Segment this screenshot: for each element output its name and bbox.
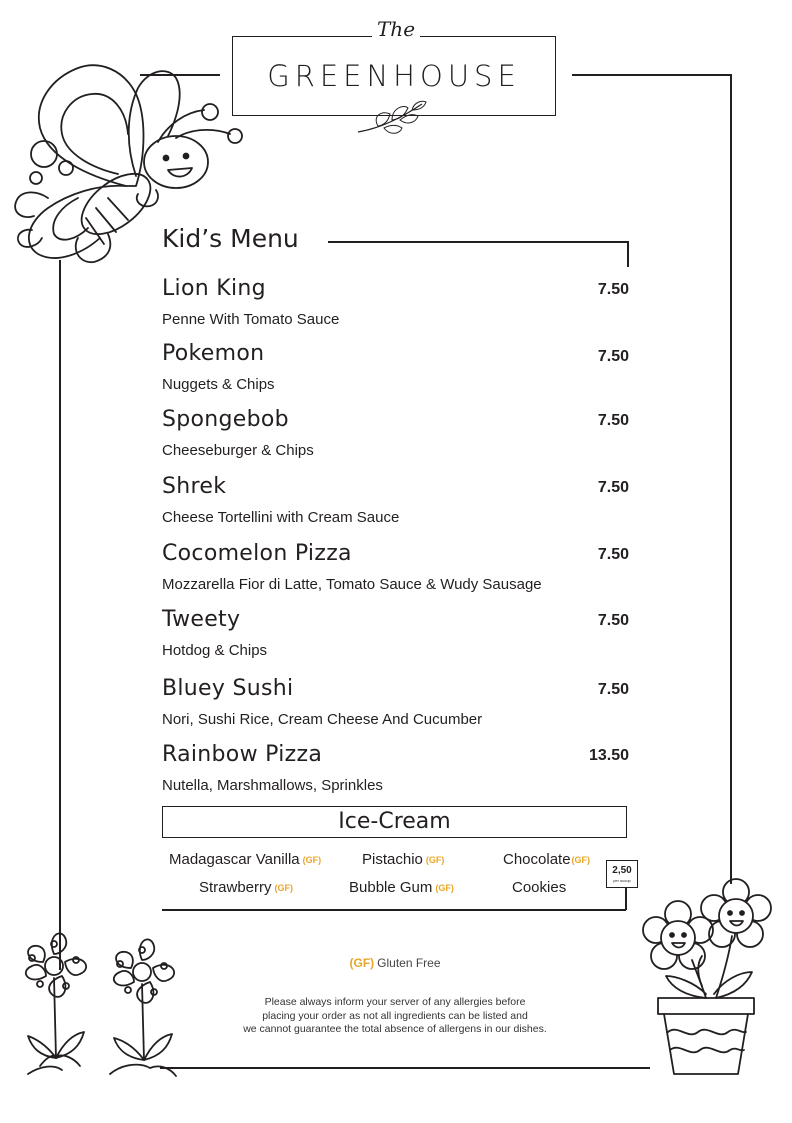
flavor-item <box>362 850 444 870</box>
flavor-name: Strawberry <box>199 879 272 896</box>
allergy-line: Please always inform your server of any allergies before <box>264 996 526 1008</box>
item-price: 13.50 <box>588 747 629 764</box>
leaf-sprig-icon <box>356 98 436 138</box>
item-price: 7.50 <box>597 546 629 563</box>
item-description: Hotdog & Chips <box>162 642 268 659</box>
gf-legend-code: (GF) <box>349 956 375 970</box>
item-price: 7.50 <box>597 479 629 496</box>
ice-cream-price-unit: per scoop <box>613 878 631 883</box>
allergy-line: we cannot guarantee the total absence of allergens in our dishes. <box>243 1023 547 1035</box>
frame-right <box>730 74 732 884</box>
item-description: Cheese Tortellini with Cream Sauce <box>162 509 400 526</box>
item-description: Cheeseburger & Chips <box>162 442 314 459</box>
item-name: Spongebob <box>162 407 289 432</box>
flavor-name: Chocolate <box>503 851 571 868</box>
gf-legend <box>300 954 490 972</box>
item-name: Pokemon <box>162 341 265 366</box>
item-name: Lion King <box>162 276 266 301</box>
item-description: Nuggets & Chips <box>162 376 275 393</box>
flavor-name: Madagascar Vanilla <box>169 851 300 868</box>
item-name: Cocomelon Pizza <box>162 541 352 566</box>
flavor-item <box>199 878 293 898</box>
section-title: Kid’s Menu <box>162 224 299 253</box>
gf-tag: (GF) <box>302 855 322 865</box>
allergy-line: placing your order as not all ingredients can be listed and <box>262 1009 528 1022</box>
item-name: Bluey Sushi <box>162 676 294 701</box>
gf-tag: (GF) <box>274 883 294 893</box>
item-price: 7.50 <box>597 281 629 298</box>
item-description: Nori, Sushi Rice, Cream Cheese And Cucumber <box>162 711 483 728</box>
gf-tag: (GF) <box>435 883 454 893</box>
item-name: Rainbow Pizza <box>162 742 323 767</box>
ice-cream-header <box>162 806 627 838</box>
title-divider-drop <box>627 241 629 267</box>
ice-cream-title: Ice-Cream <box>338 809 451 834</box>
flavor-name: Pistachio <box>362 851 423 868</box>
flavor-item <box>503 850 590 870</box>
frame-bottom <box>160 1067 650 1069</box>
flavor-item <box>169 850 321 870</box>
logo-the: The <box>372 16 420 42</box>
logo-name: GREENHOUSE <box>267 59 521 93</box>
item-description: Nutella, Marshmallows, Sprinkles <box>162 777 383 794</box>
flavor-item <box>512 878 566 898</box>
item-name: Shrek <box>162 474 227 499</box>
item-description: Mozzarella Fior di Latte, Tomato Sauce & Wudy Sausage <box>162 576 542 593</box>
allergy-notice <box>214 996 576 1037</box>
item-price: 7.50 <box>597 412 629 429</box>
frame-left <box>59 260 61 970</box>
flowers-left-icon <box>10 926 188 1082</box>
ice-cream-price-badge <box>606 860 638 888</box>
ice-cream-price: 2,50 <box>612 865 632 876</box>
flavor-name: Bubble Gum <box>349 879 433 896</box>
item-price: 7.50 <box>597 612 629 629</box>
item-description: Penne With Tomato Sauce <box>162 311 340 328</box>
flavor-item <box>349 878 454 898</box>
frame-top-right <box>572 74 731 76</box>
item-price: 7.50 <box>597 681 629 698</box>
gf-legend-text: Gluten Free <box>377 956 441 970</box>
item-price: 7.50 <box>597 348 629 365</box>
flavor-name: Cookies <box>512 879 567 896</box>
potted-flowers-icon <box>636 876 782 1080</box>
ice-cream-divider-drop <box>625 888 627 910</box>
gf-tag: (GF) <box>425 855 445 865</box>
item-name: Tweety <box>162 607 241 632</box>
ice-cream-divider <box>162 909 626 911</box>
title-divider <box>328 241 629 243</box>
gf-tag: (GF) <box>571 855 591 865</box>
